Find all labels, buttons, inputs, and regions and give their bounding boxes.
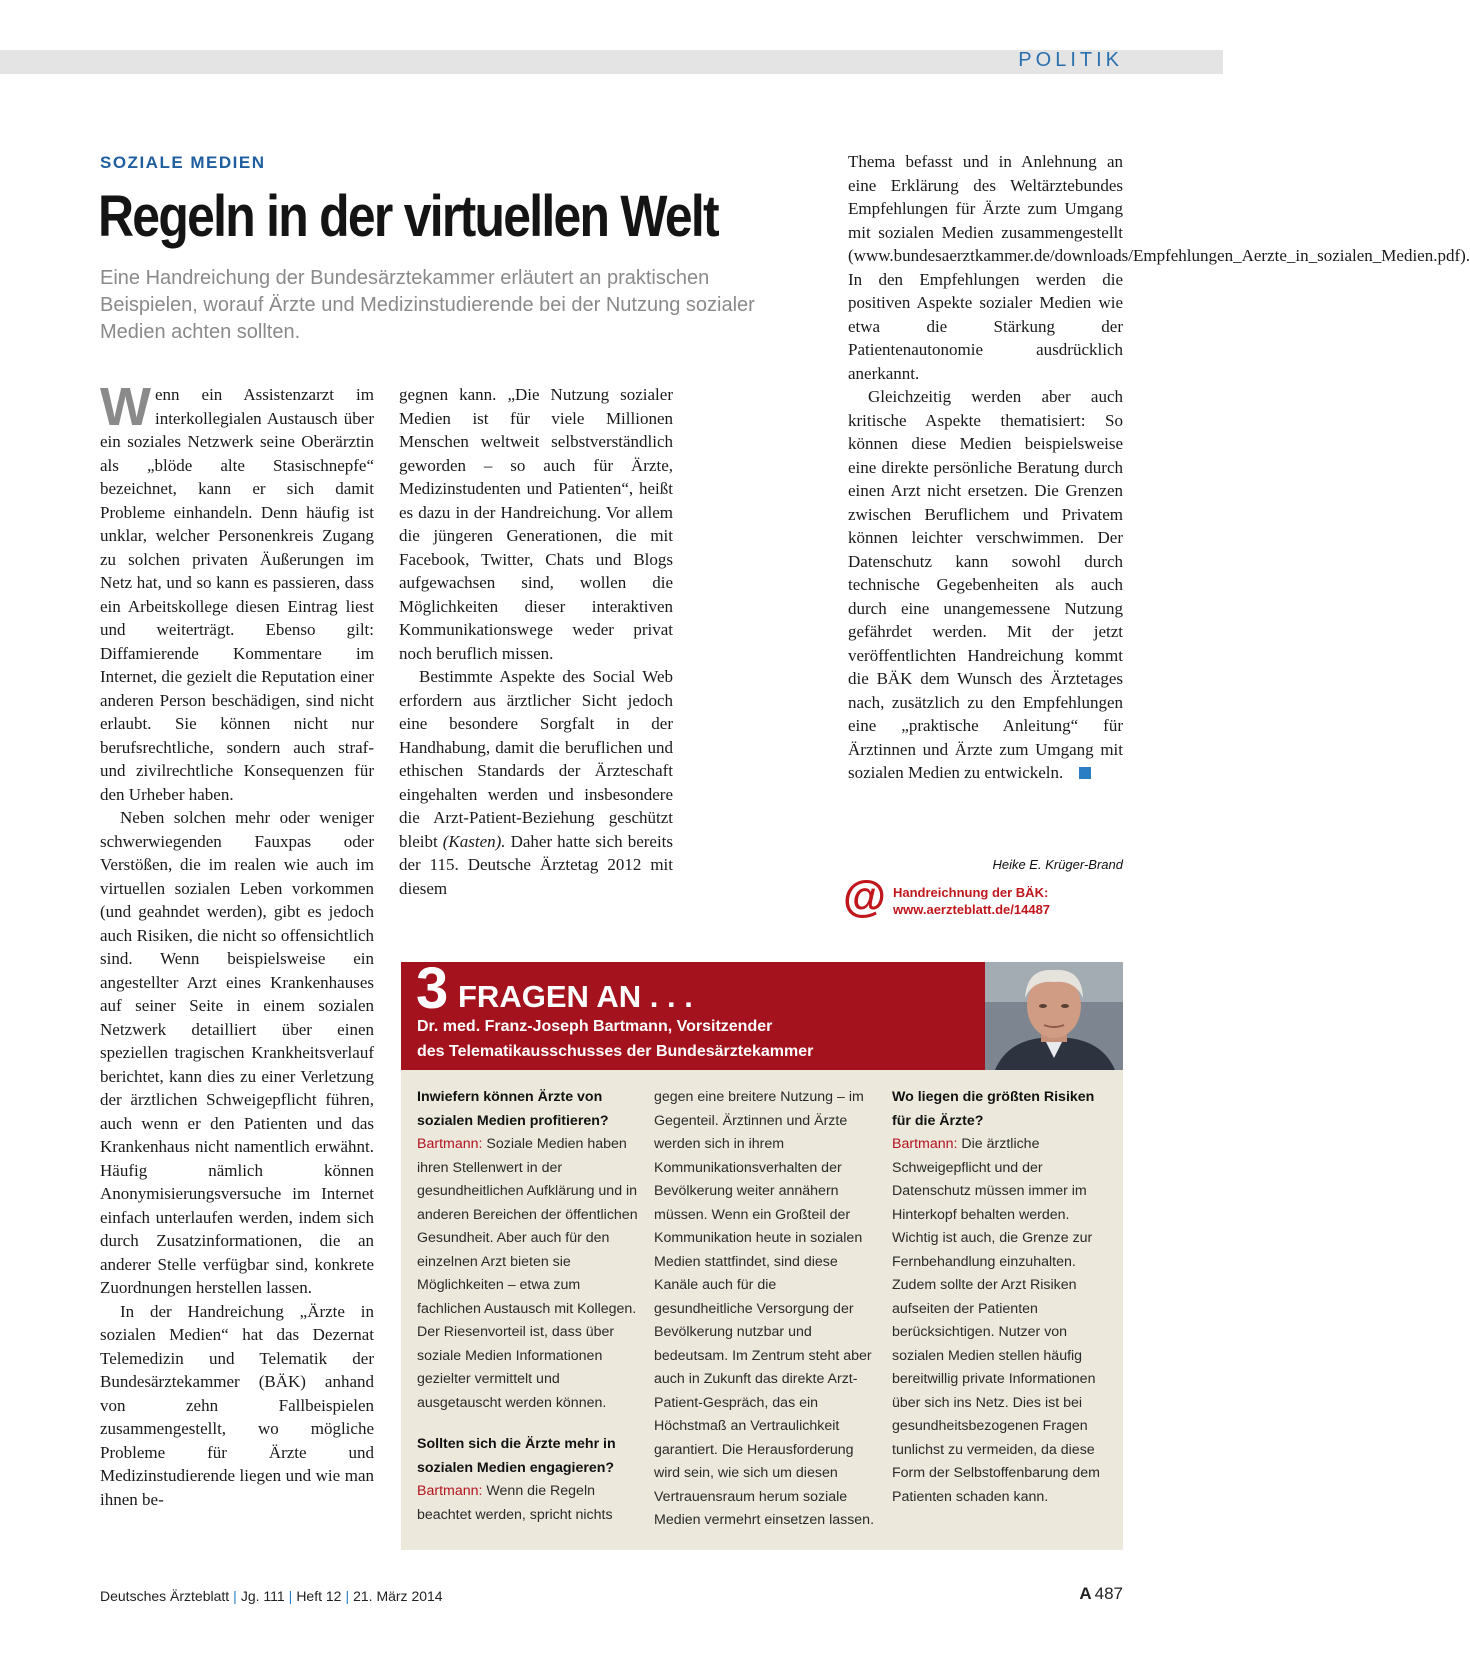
speaker-label: Bartmann: bbox=[892, 1136, 958, 1152]
footer-citation bbox=[100, 1588, 443, 1604]
speaker-label: Bartmann: bbox=[417, 1136, 483, 1152]
interview-column-2 bbox=[654, 1086, 876, 1533]
interview-number: 3 bbox=[416, 956, 449, 1021]
answer-text: Wenn die Regeln beachtet werden, spricht nichts bbox=[417, 1483, 613, 1523]
box-reference: (Kasten). bbox=[442, 831, 506, 851]
link-url[interactable]: www.aerzteblatt.de/14487 bbox=[893, 902, 1051, 917]
page-number bbox=[1079, 1584, 1123, 1604]
portrait-image bbox=[985, 962, 1123, 1070]
journal-date: 21. März 2014 bbox=[353, 1588, 443, 1604]
paragraph bbox=[848, 385, 1123, 785]
paragraph bbox=[100, 377, 374, 806]
end-mark-icon bbox=[1079, 767, 1091, 779]
page-number-value: 487 bbox=[1094, 1584, 1123, 1603]
section-label: POLITIK bbox=[1018, 49, 1123, 71]
interview-answer bbox=[892, 1133, 1114, 1509]
subtitle-line: Dr. med. Franz-Joseph Bartmann, Vorsitzender bbox=[417, 1018, 773, 1035]
paragraph-text: Daher hatte sich bereits der 115. Deutsche Ärztetag 2012 mit diesem bbox=[399, 831, 674, 898]
footer-separator: | bbox=[345, 1588, 350, 1604]
article-column-1 bbox=[100, 377, 374, 1511]
drop-cap: W bbox=[100, 377, 151, 437]
page-prefix: A bbox=[1079, 1584, 1092, 1603]
kicker: SOZIALE MEDIEN bbox=[100, 153, 266, 172]
journal-name: Deutsches Ärzteblatt bbox=[100, 1588, 230, 1604]
web-link-block[interactable] bbox=[893, 884, 1050, 918]
interview-heading: FRAGEN AN . . . bbox=[458, 979, 693, 1014]
paragraph: In der Handreichung „Ärzte in sozialen Medien“ hat das Dezernat Telemedizin und Telematik der Bundesärztekammer (BÄK) anhand von zehn Fallbeispielen zusammengestellt, wo mögliche Probleme für Ärzte und Medizinstudierende liegen und wie man ihnen be- bbox=[100, 1301, 374, 1509]
link-label: Handreichnung der BÄK: bbox=[893, 885, 1049, 900]
paragraph-text: enn ein Assistenzarzt im interkollegialen Austausch über ein soziales Netzwerk seine Oberärztin als „blöde alte Stasischnepfe“ bezeichnet, kann er sich damit Probleme einhandeln. Denn häufig ist unklar, welcher Personenkreis Zugang zu solchen privaten Äußerungen im Netz hat, und so kann es passieren, dass ein Arbeitskollege diesen Eintrag liest und weiterträgt. Ebenso gilt: Diffamierende Kommentare im Internet, die gezielt die Reputation einer anderen Person beschädigen, sind nicht erlaubt. Sie können nicht nur berufsrechtliche, sondern auch straf- und zivilrechtliche Konsequenzen für den Urheber haben. bbox=[100, 385, 374, 804]
interview-subtitle bbox=[417, 1014, 813, 1064]
interview-answer bbox=[417, 1480, 639, 1527]
journal-issue: Heft 12 bbox=[296, 1588, 342, 1604]
paragraph bbox=[399, 665, 673, 900]
at-sign-icon: @ bbox=[843, 872, 886, 921]
footer-separator: | bbox=[233, 1588, 237, 1604]
interview-question: Wo liegen die größten Risiken für die Ärzte? bbox=[892, 1089, 1095, 1129]
article-column-2 bbox=[399, 383, 673, 900]
answer-text: Soziale Medien haben ihren Stellenwert in der gesundheitlichen Aufklärung und in anderen Bereichen der öffentlichen Gesundheit. Aber auch für den einzelnen Arzt bieten sie Möglichkeiten – etwa zum fachlichen Austausch mit Kollegen. Der Riesenvorteil ist, dass über soziale Medien Informationen gezielter vermittelt und ausgetauscht werden können. bbox=[417, 1136, 638, 1411]
subtitle-line: des Telematikausschusses der Bundesärztekammer bbox=[417, 1043, 814, 1060]
paragraph-text: Gleichzeitig werden aber auch kritische Aspekte thematisiert: So können diese Medien beispielsweise eine direkte persönliche Beratung durch einen Arzt nicht ersetzen. Die Grenzen zwischen Beruflichem und Privatem können leichter verschwimmen. Der Datenschutz kann sowohl durch technische Gegebenheiten als auch durch eine unangemessene Nutzung gefährdet werden. Mit der jetzt veröffentlichten Handreichung kommt die BÄK dem Wunsch des Ärztetages nach, zusätzlich zu den Empfehlungen eine „praktische Anleitung“ für Ärztinnen und Ärzte zum Umgang mit sozialen Medien zu entwickeln. bbox=[848, 387, 1123, 782]
paragraph-text: Bestimmte Aspekte des Social Web erfordern aus ärztlicher Sicht jedoch eine besondere Sorgfalt in der Handhabung, damit die beruflichen und ethischen Standards der Ärzteschaft eingehalten werden und insbesondere die Arzt-Patient-Beziehung geschützt bleibt bbox=[399, 667, 673, 851]
paragraph: Neben solchen mehr oder weniger schwerwiegenden Fauxpas oder Verstößen, die im realen wie auch im virtuellen sozialen Leben vorkommen (und geahndet werden), gibt es jedoch auch Risiken, die nicht so offensichtlich sind. Wenn beispielsweise ein angestellter Arzt eines Krankenhauses auf seiner Seite in einem sozialen Netzwerk detailliert über einen speziellen tragischen Krankheitsverlauf berichtet, kann dies zu einer Verletzung der ärztlichen Schweigepflicht führen, auch wenn er den Patienten und das Krankenhaus nicht namentlich erwähnt. Häufig nämlich können Anonymisierungsversuche im Internet einfach unterlaufen werden, indem sich durch Zusatzinformationen, die an anderer Stelle verfügbar sind, konkrete Zuordnungen herstellen lassen. bbox=[100, 808, 374, 1297]
interview-column-3 bbox=[892, 1086, 1114, 1509]
interview-question: Inwiefern können Ärzte von sozialen Medien profitieren? bbox=[417, 1089, 609, 1129]
portrait-photo bbox=[985, 962, 1123, 1070]
author-byline: Heike E. Krüger-Brand bbox=[992, 857, 1123, 872]
interview-answer bbox=[417, 1133, 639, 1415]
interview-question: Sollten sich die Ärzte mehr in sozialen Medien engagieren? bbox=[417, 1436, 616, 1476]
footer-separator: | bbox=[288, 1588, 293, 1604]
headline: Regeln in der virtuellen Welt bbox=[98, 184, 718, 249]
interview-column-1 bbox=[417, 1086, 639, 1527]
deck: Eine Handreichung der Bundesärztekammer erläutert an praktischen Beispielen, worauf Ärzte und Medizinstudierende bei der Nutzung sozialer Medien achten sollten. bbox=[100, 267, 755, 343]
interview-answer: gegen eine breitere Nutzung – im Gegenteil. Ärztinnen und Ärzte werden sich in ihrem Kommunikationsverhalten der Bevölkerung weiter annähern müssen. Wenn ein Großteil der Kommunikation heute in sozialen Medien stattfindet, sind diese Kanäle auch für die gesundheitliche Versorgung der Bevölkerung nutzbar und bedeutsam. Im Zentrum steht aber auch in Zukunft das direkte Arzt-Patient-Gespräch, das ein Höchstmaß an Vertraulichkeit garantiert. Die Herausforderung wird sein, wie sich um diesen Vertrauensraum herum soziale Medien vermehrt einsetzen lassen. bbox=[654, 1089, 875, 1528]
paragraph: gegnen kann. „Die Nutzung sozialer Medien ist für viele Millionen Menschen weltweit selbstverständlich geworden – so auch für Ärzte, Medizinstudenten und Patienten“, heißt es dazu in der Handreichung. Vor allem die jüngeren Generationen, die mit Facebook, Twitter, Chats und Blogs aufgewachsen sind, wollen die Möglichkeiten dieser interaktiven Kommunikationswege weder privat noch beruflich missen. bbox=[399, 385, 673, 663]
journal-volume: Jg. 111 bbox=[240, 1588, 285, 1604]
answer-text: Die ärztliche Schweigepflicht und der Datenschutz müssen immer im Hinterkopf behalten werden. Wichtig ist auch, die Grenze zur Fernbehandlung einzuhalten. Zudem sollte der Arzt Risiken aufseiten der Patienten berücksichtigen. Nutzer von sozialen Medien stellen häufig bereitwillig private Informationen über sich ins Netz. Dies ist bei gesundheitsbezogenen Fragen tunlichst zu vermeiden, da diese Form der Selbstoffenbarung dem Patienten schaden kann. bbox=[892, 1136, 1100, 1505]
paragraph: Thema befasst und in Anlehnung an eine Erklärung des Weltärztebundes Empfehlungen für Ärzte zum Umgang mit sozialen Medien zusammengestellt (www.bundesaerztkammer.de/downloads/Empfehlungen_Aerzte_in_sozialen_Medien.pdf). In den Empfehlungen werden die positiven Aspekte sozialer Medien wie etwa die Stärkung der Patientenautonomie ausdrücklich anerkannt. bbox=[848, 152, 1470, 383]
article-column-3 bbox=[848, 150, 1470, 785]
speaker-label: Bartmann: bbox=[417, 1483, 483, 1499]
